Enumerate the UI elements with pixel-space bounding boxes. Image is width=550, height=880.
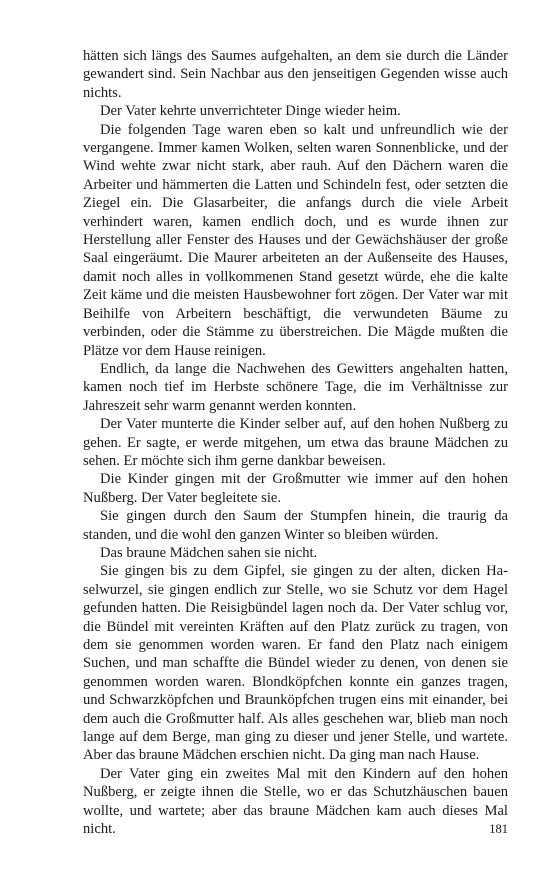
paragraph: Die Kinder gingen mit der Großmutter wie immer auf den hohen Nußberg. Der Vater begleitete sie. (83, 471, 508, 506)
paragraph: Sie gingen durch den Saum der Stumpfen hinein, die traurig da standen, und die wohl den ganzen Winter so bleiben würden. (83, 508, 508, 543)
paragraph: Die folgenden Tage waren eben so kalt und unfreundlich wie der vergangene. Immer kamen Wolken, selten waren Sonnenblicke, und der Wind wehte zwar nicht stark, aber rauh. Auf den Dächern waren die Arbeiter und hämmerten die Latten und Schindeln fest, oder setzten die Ziegel ein. Die Glasarbeiter, die anfangs durch die viele Arbeit verhindert waren, kamen endlich doch, und es wurde ihnen zur Herstellung aller Fenster des Hauses und der Gewächshäuser der große Saal eingeräumt. Die Maurer arbeiteten an der Außenseite des Hauses, damit noch alles in vollkommenen Stand gesetzt würde, ehe die kalte Zeit käme und die meisten Hausbewohner fort zögen. Der Vater war mit Beihilfe von Arbeitern beschäftigt, die verwundeten Bäume zu verbinden, oder die Stämme zu überstreichen. Die Mägde mußten die Plätze vor dem Hause reinigen. (83, 121, 508, 359)
paragraph: hätten sich längs des Saumes aufgehalten, an dem sie durch die Länder gewandert sind. Sein Nachbar aus den jenseitigen Gegenden wisse auch nichts. (83, 48, 508, 101)
page-number: 181 (489, 822, 508, 836)
paragraph: Endlich, da lange die Nachwehen des Gewitters angehalten hatten, kamen noch tief im Herbste schönere Tage, die im Verhältnisse zur Jahreszeit sehr warm genannt werden konnten. (83, 360, 508, 414)
paragraph: Das braune Mädchen sahen sie nicht. (100, 544, 318, 561)
paragraph: Sie gingen bis zu dem Gipfel, sie gingen zu der alten, dicken Haselwurzel, sie gingen endlich zur Stelle, wo sie Schutz vor dem Hagel gefunden hatten. Die Reisigbündel lagen noch da. Der Vater schlug vor, die Bündel mit vereinten Kräften auf den Platz zurück zu tragen, von dem sie genommen worden waren. Er fand den Platz nach einigem Suchen, und man schaffte die Bündel wieder zu denen, von denen sie genommen worden waren. Blondköpfchen konnte ein ganzes tragen, und Schwarzköpfchen und Braunköpfchen trugen eins mit einander, bei dem auch die Großmutter half. Als alles geschehen war, blieb man noch lange auf dem Berge, man ging zu dieser und jener Stelle, und wartete. Aber das braune Mädchen erschien nicht. Da ging man nach Hause. (83, 563, 508, 764)
paragraph: Der Vater munterte die Kinder selber auf, auf den hohen Nußberg zu gehen. Er sagte, er werde mitgehen, um etwa das braune Mädchen zu sehen. Er möchte sich ihm gerne dankbar beweisen. (83, 416, 508, 469)
body-text (83, 47, 508, 838)
paragraph: Der Vater ging ein zweites Mal mit den Kindern auf den hohen Nußberg, er zeigte ihnen die Stelle, wo er das Schutzhäuschen bauen wollte, und wartete; aber das braune Mädchen kam auch dieses Mal nicht. (83, 765, 508, 838)
paragraph: Der Vater kehrte unverrichteter Dinge wieder heim. (100, 103, 401, 120)
